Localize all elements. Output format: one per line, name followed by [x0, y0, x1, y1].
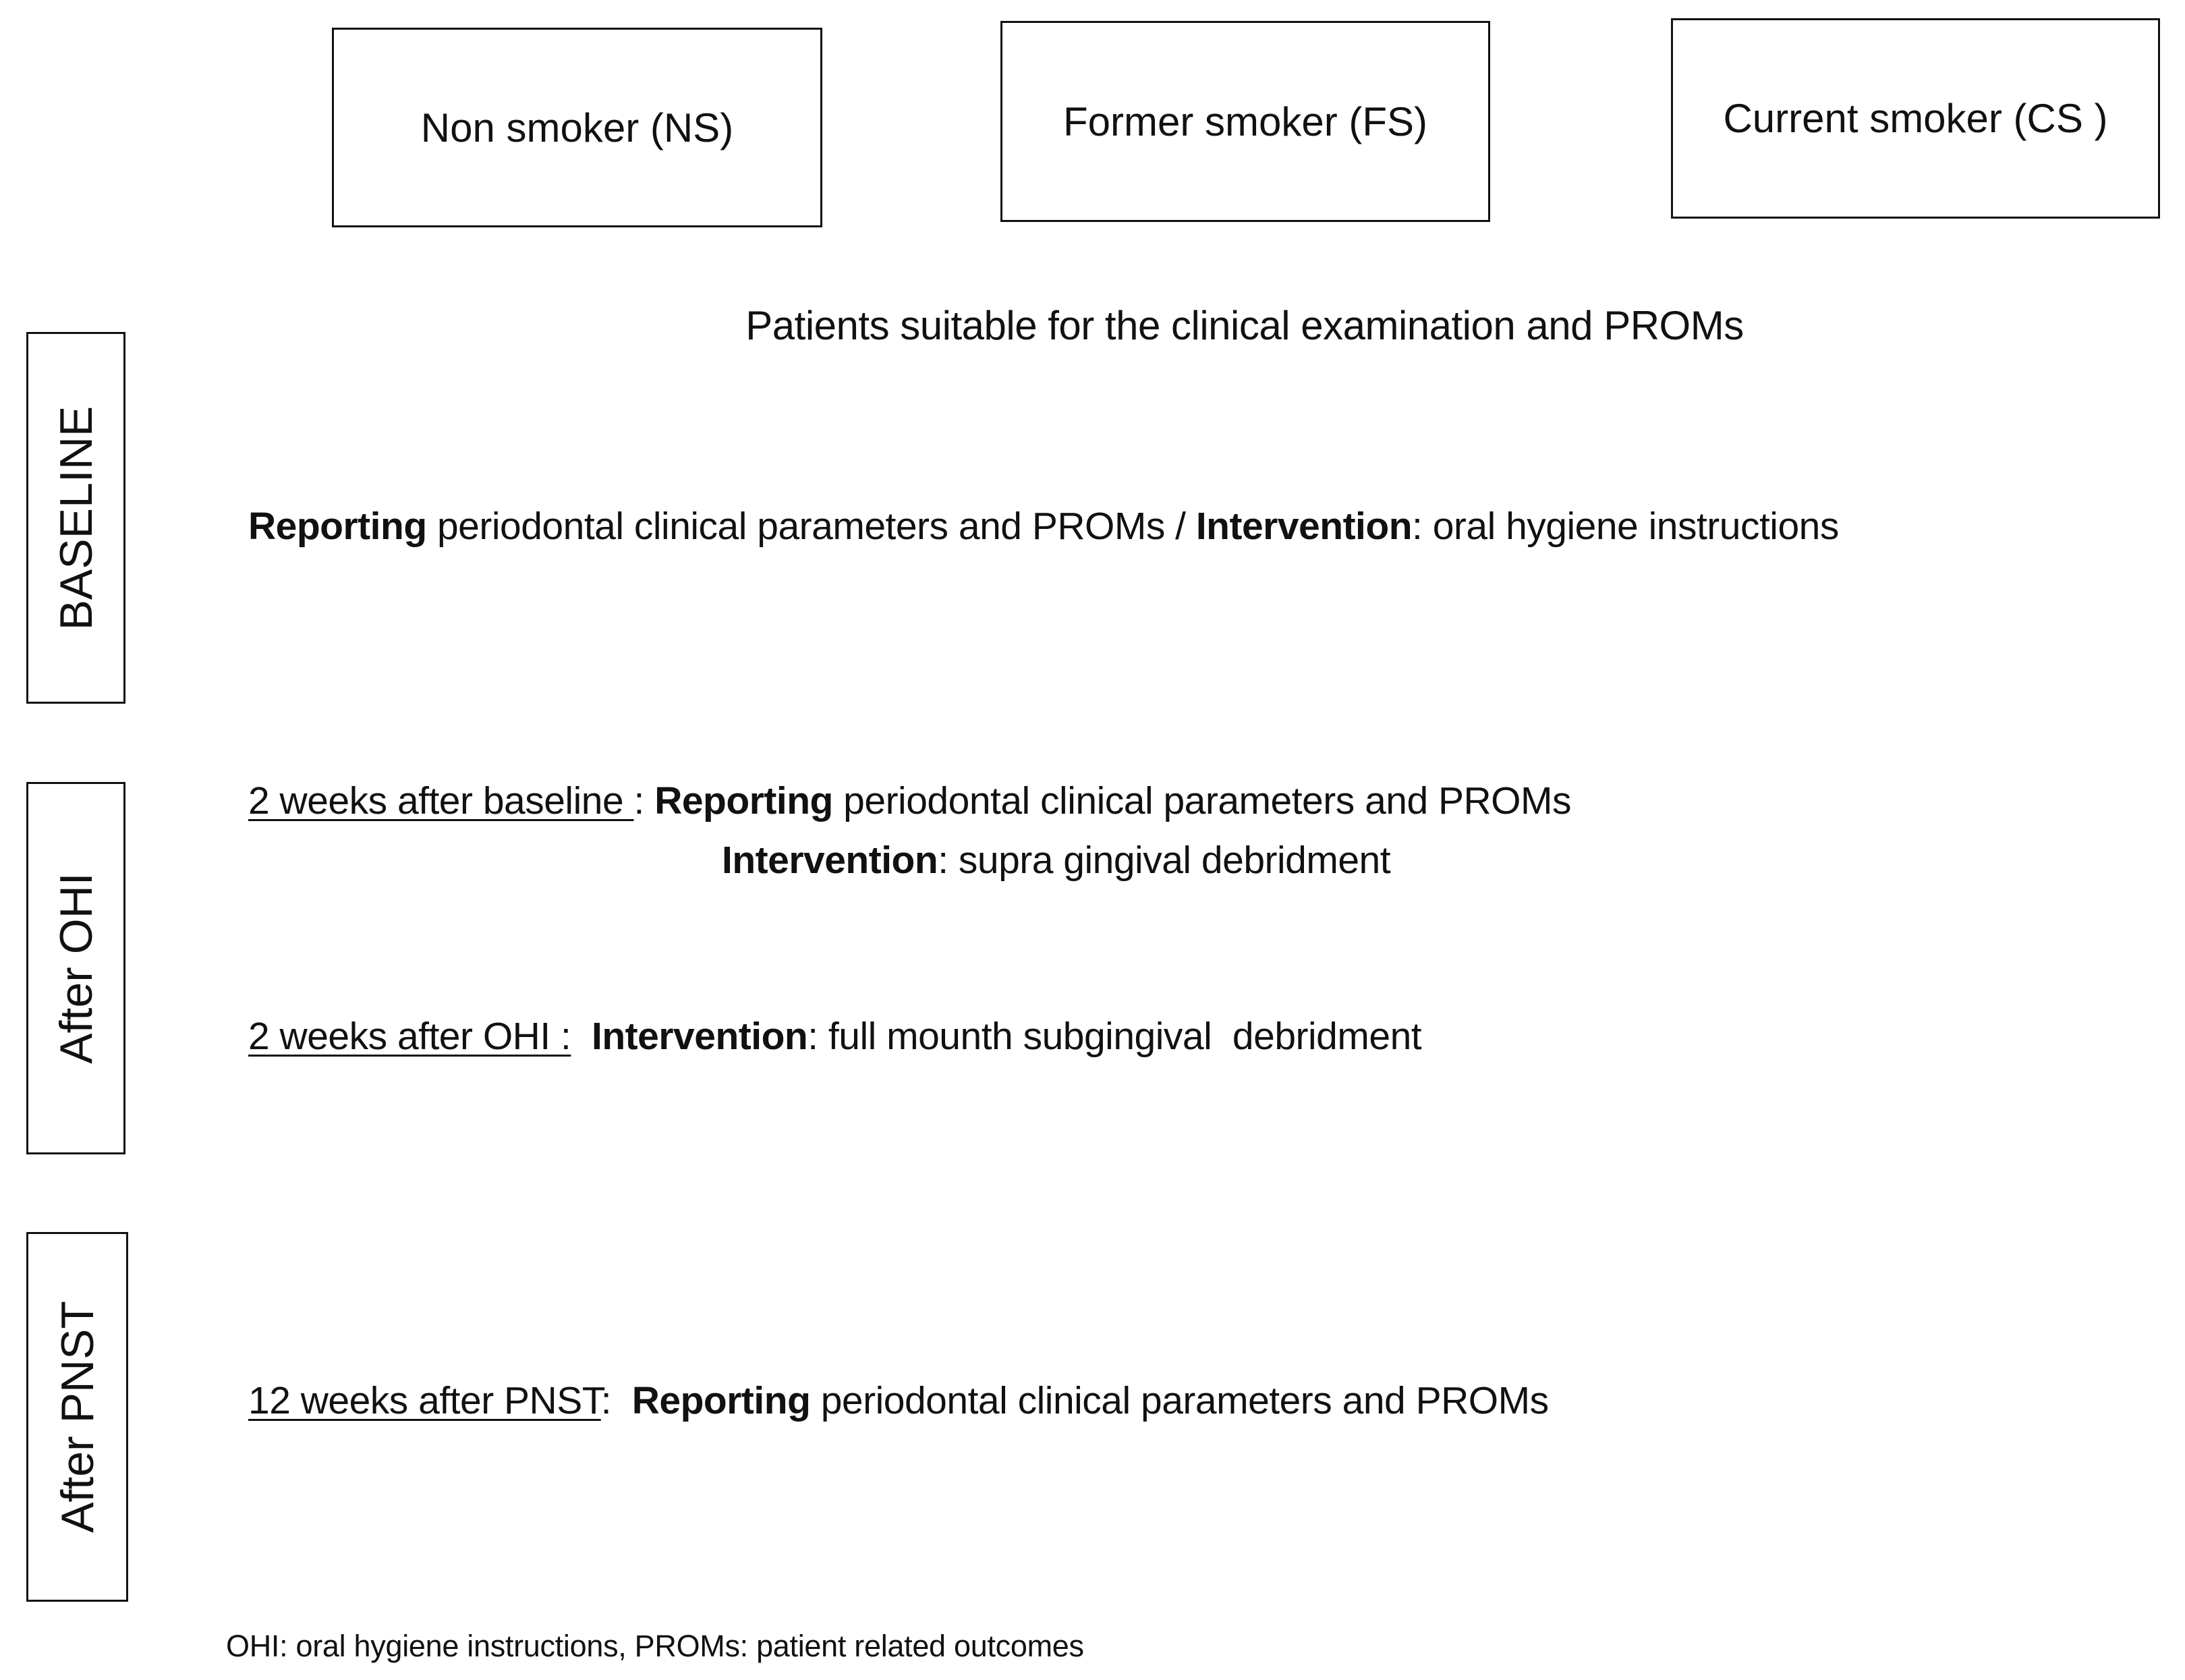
bold-term: Intervention [1195, 505, 1413, 548]
timepoint: 2 weeks after OHI : [248, 1015, 571, 1058]
step-text: : oral hygiene instructions [1412, 505, 1839, 548]
group-box-current-smoker [1671, 18, 2160, 219]
timepoint: 2 weeks after baseline [248, 779, 634, 822]
group-label: Current smoker (CS ) [1723, 96, 2108, 141]
footnote: OHI: oral hygiene instructions, PROMs: patient related outcomes [226, 1629, 1084, 1663]
phase-label: After OHI [50, 872, 102, 1064]
step-after-pnst [248, 1378, 1549, 1423]
separator: : [633, 779, 655, 822]
phase-box-after-ohi [26, 782, 125, 1154]
timepoint: 12 weeks after PNST [248, 1379, 601, 1422]
phase-label: BASELINE [50, 405, 102, 630]
group-box-former-smoker [1000, 21, 1490, 222]
step-text: : full mounth subgingival debridment [807, 1015, 1422, 1058]
bold-term: Reporting [631, 1379, 811, 1422]
step-after-baseline [248, 779, 1571, 823]
separator: : [600, 1379, 632, 1422]
bold-term: Intervention [722, 839, 938, 882]
step-text: periodontal clinical parameters and PROMs [832, 779, 1572, 822]
step-text: periodontal clinical parameters and PROMs / [426, 505, 1196, 548]
step-baseline [248, 504, 1839, 549]
step-text: periodontal clinical parameters and PROMs [810, 1379, 1549, 1422]
separator [571, 1015, 592, 1058]
group-label: Former smoker (FS) [1063, 99, 1427, 144]
subtitle: Patients suitable for the clinical examination and PROMs [745, 303, 1744, 348]
bold-term: Reporting [654, 779, 833, 822]
group-box-non-smoker [332, 28, 822, 227]
phase-box-baseline [26, 332, 125, 704]
step-text: : supra gingival debridment [938, 839, 1391, 882]
bold-term: Reporting [248, 505, 427, 548]
group-label: Non smoker (NS) [420, 105, 734, 150]
bold-term: Intervention [592, 1015, 808, 1058]
step-after-ohi [248, 1014, 1421, 1059]
phase-label: After PNST [51, 1301, 103, 1533]
phase-box-after-pnst [26, 1232, 128, 1602]
step-after-baseline-intervention [722, 838, 1390, 883]
